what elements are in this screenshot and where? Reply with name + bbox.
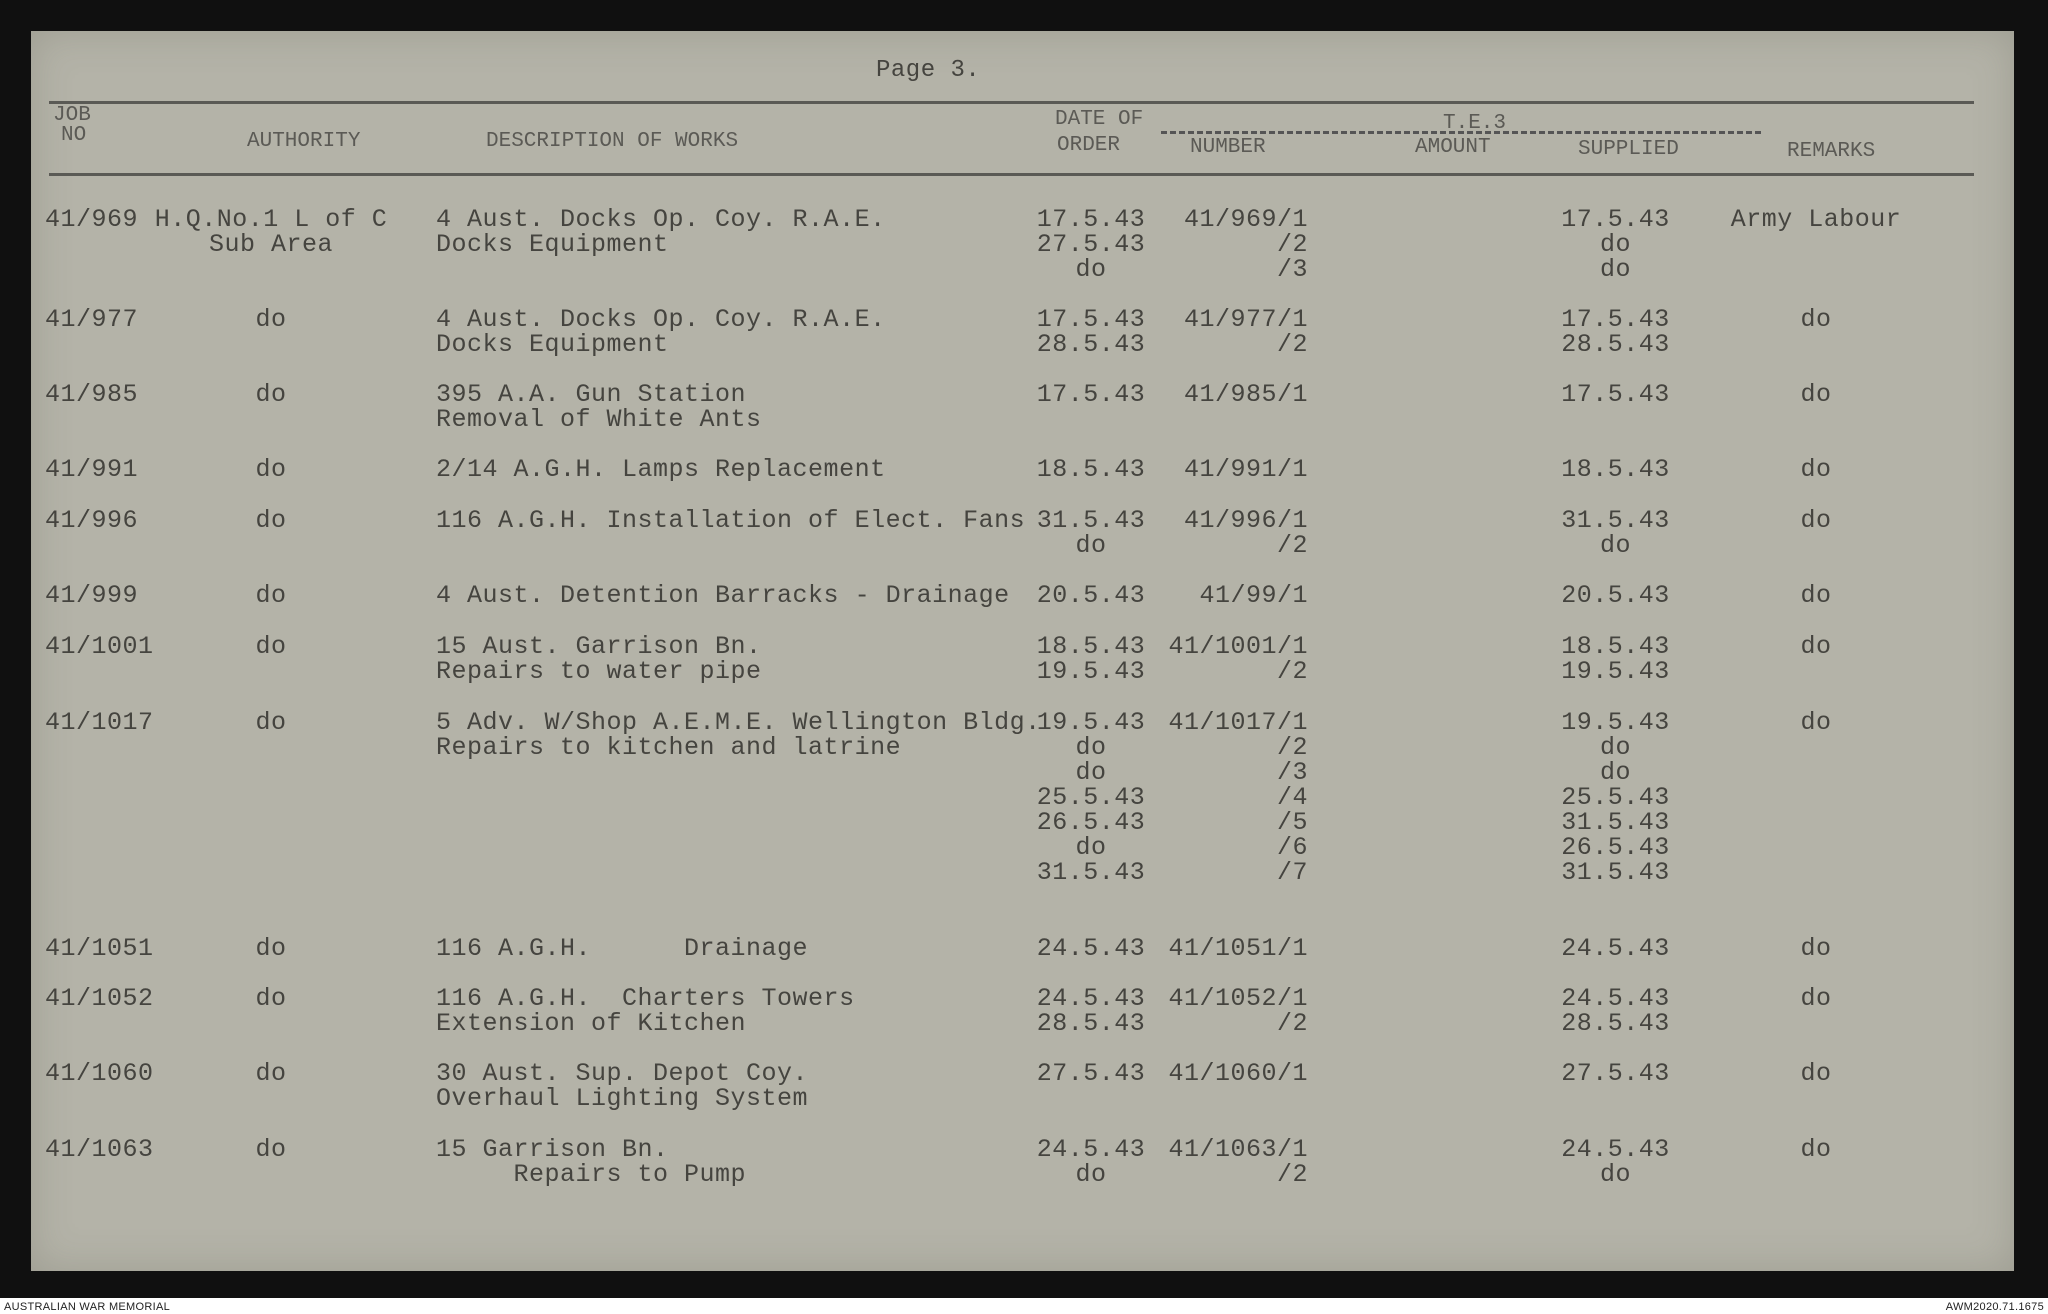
header-top-rule xyxy=(49,101,1974,104)
description-line: 116 A.G.H. Charters Towers xyxy=(436,984,855,1013)
remarks-line: do xyxy=(1800,1135,1832,1164)
dates-line: 27.5.43 xyxy=(1036,230,1146,259)
cell-supplied xyxy=(1553,986,1678,1036)
header-date-of-order-1: DATE OF xyxy=(1055,108,1144,131)
document-sheet xyxy=(31,31,2014,1271)
authority-line: do xyxy=(255,632,287,661)
remarks-line: do xyxy=(1800,708,1832,737)
supplied-line: do xyxy=(1599,1160,1631,1189)
description-line: Repairs to kitchen and latrine xyxy=(436,733,902,762)
remarks-line: do xyxy=(1800,934,1832,963)
cell-remarks xyxy=(1721,307,1911,332)
cell-description xyxy=(436,986,1056,1036)
numbers-line: /3 xyxy=(1276,758,1308,787)
job-line: 41/1051 xyxy=(45,934,154,963)
authority-line: H.Q.No.1 L of C xyxy=(154,205,388,234)
dates-line: 18.5.43 xyxy=(1036,632,1146,661)
remarks-line: do xyxy=(1800,1059,1832,1088)
cell-supplied xyxy=(1553,634,1678,684)
supplied-line: do xyxy=(1599,758,1631,787)
description-line: 116 A.G.H. Drainage xyxy=(436,934,809,963)
cell-remarks xyxy=(1721,457,1911,482)
numbers-line: /2 xyxy=(1276,657,1308,686)
dates-line: do xyxy=(1075,758,1107,787)
remarks-line: do xyxy=(1800,455,1832,484)
authority-line: do xyxy=(255,455,287,484)
numbers-line: 41/977/1 xyxy=(1183,305,1308,334)
dates-line: 24.5.43 xyxy=(1036,984,1146,1013)
cell-supplied xyxy=(1553,1137,1678,1187)
remarks-line: do xyxy=(1800,380,1832,409)
header-te-group: T.E.3 xyxy=(1443,112,1507,135)
supplied-line: 26.5.43 xyxy=(1561,833,1670,862)
dates-line: 26.5.43 xyxy=(1036,808,1146,837)
cell-authority xyxy=(151,583,391,608)
cell-authority xyxy=(151,1061,391,1086)
cell-description xyxy=(436,634,1056,684)
dates-line: do xyxy=(1075,1160,1107,1189)
cell-dates xyxy=(1031,382,1151,407)
supplied-line: 20.5.43 xyxy=(1561,581,1670,610)
authority-line: do xyxy=(255,506,287,535)
supplied-line: 27.5.43 xyxy=(1561,1059,1670,1088)
cell-numbers xyxy=(1163,1137,1308,1187)
cell-authority xyxy=(151,508,391,533)
cell-numbers xyxy=(1163,508,1308,558)
numbers-line: /3 xyxy=(1276,255,1308,284)
cell-authority xyxy=(151,936,391,961)
cell-description xyxy=(436,710,1056,760)
description-line: 30 Aust. Sup. Depot Coy. xyxy=(436,1059,809,1088)
dates-line: 25.5.43 xyxy=(1036,783,1146,812)
cell-numbers xyxy=(1163,583,1308,608)
description-line: 5 Adv. W/Shop A.E.M.E. Wellington Bldg. xyxy=(436,708,1041,737)
footer-left: AUSTRALIAN WAR MEMORIAL xyxy=(4,1301,171,1313)
authority-line: do xyxy=(255,1059,287,1088)
numbers-line: /2 xyxy=(1276,230,1308,259)
job-line: 41/969 xyxy=(45,205,139,234)
job-line: 41/1060 xyxy=(45,1059,154,1088)
dates-line: 24.5.43 xyxy=(1036,934,1146,963)
header-description: DESCRIPTION OF WORKS xyxy=(486,130,739,153)
description-line: 15 Garrison Bn. xyxy=(436,1135,669,1164)
supplied-line: 28.5.43 xyxy=(1561,1009,1670,1038)
cell-remarks xyxy=(1721,710,1911,735)
supplied-line: do xyxy=(1599,255,1631,284)
cell-remarks xyxy=(1721,1137,1911,1162)
supplied-line: 24.5.43 xyxy=(1561,984,1670,1013)
numbers-line: 41/99/1 xyxy=(1199,581,1308,610)
cell-dates xyxy=(1031,457,1151,482)
footer-right: AWM2020.71.1675 xyxy=(1945,1301,2044,1313)
cell-numbers xyxy=(1163,382,1308,407)
supplied-line: 19.5.43 xyxy=(1561,708,1670,737)
dates-line: 31.5.43 xyxy=(1036,506,1146,535)
cell-remarks xyxy=(1721,1061,1911,1086)
cell-authority xyxy=(151,207,391,257)
numbers-line: 41/1051/1 xyxy=(1168,934,1308,963)
remarks-line: do xyxy=(1800,305,1832,334)
supplied-line: 17.5.43 xyxy=(1561,380,1670,409)
job-line: 41/1052 xyxy=(45,984,154,1013)
header-job-no-1: JOB xyxy=(53,104,91,127)
cell-dates xyxy=(1031,936,1151,961)
remarks-line: do xyxy=(1800,581,1832,610)
numbers-line: 41/1063/1 xyxy=(1168,1135,1308,1164)
authority-line: do xyxy=(255,1135,287,1164)
job-line: 41/999 xyxy=(45,581,139,610)
job-line: 41/977 xyxy=(45,305,139,334)
description-line: Overhaul Lighting System xyxy=(436,1084,809,1113)
numbers-line: 41/1001/1 xyxy=(1168,632,1308,661)
cell-numbers xyxy=(1163,457,1308,482)
cell-description xyxy=(436,1061,1056,1111)
cell-numbers xyxy=(1163,1061,1308,1086)
dates-line: 31.5.43 xyxy=(1036,858,1146,887)
authority-line: do xyxy=(255,380,287,409)
supplied-line: 31.5.43 xyxy=(1561,506,1670,535)
numbers-line: /2 xyxy=(1276,1009,1308,1038)
numbers-line: /7 xyxy=(1276,858,1308,887)
supplied-line: 28.5.43 xyxy=(1561,330,1670,359)
supplied-line: do xyxy=(1599,531,1631,560)
numbers-line: /2 xyxy=(1276,330,1308,359)
cell-supplied xyxy=(1553,936,1678,961)
cell-authority xyxy=(151,382,391,407)
cell-description xyxy=(436,508,1056,533)
dates-line: 17.5.43 xyxy=(1036,205,1146,234)
job-line: 41/1001 xyxy=(45,632,154,661)
numbers-line: 41/1060/1 xyxy=(1168,1059,1308,1088)
supplied-line: 17.5.43 xyxy=(1561,305,1670,334)
authority-line: do xyxy=(255,984,287,1013)
cell-remarks xyxy=(1721,508,1911,533)
header-amount: AMOUNT xyxy=(1415,136,1491,159)
page-label: Page 3. xyxy=(876,57,981,84)
job-line: 41/1063 xyxy=(45,1135,154,1164)
header-authority: AUTHORITY xyxy=(247,130,361,153)
description-line: 4 Aust. Docks Op. Coy. R.A.E. xyxy=(436,205,886,234)
description-line: 116 A.G.H. Installation of Elect. Fans xyxy=(436,506,1026,535)
dates-line: do xyxy=(1075,733,1107,762)
header-date-of-order-2: ORDER xyxy=(1057,134,1121,157)
cell-dates xyxy=(1031,1137,1151,1187)
cell-supplied xyxy=(1553,1061,1678,1086)
remarks-line: Army Labour xyxy=(1730,205,1902,234)
cell-description xyxy=(436,207,1056,257)
dates-line: 19.5.43 xyxy=(1036,657,1146,686)
cell-supplied xyxy=(1553,382,1678,407)
cell-supplied xyxy=(1553,457,1678,482)
cell-remarks xyxy=(1721,634,1911,659)
cell-remarks xyxy=(1721,986,1911,1011)
cell-numbers xyxy=(1163,710,1308,885)
description-line: Extension of Kitchen xyxy=(436,1009,747,1038)
supplied-line: 31.5.43 xyxy=(1561,808,1670,837)
dates-line: 17.5.43 xyxy=(1036,305,1146,334)
job-line: 41/991 xyxy=(45,455,139,484)
cell-numbers xyxy=(1163,207,1308,282)
cell-dates xyxy=(1031,207,1151,282)
cell-supplied xyxy=(1553,710,1678,885)
cell-remarks xyxy=(1721,207,1911,232)
dates-line: 19.5.43 xyxy=(1036,708,1146,737)
dates-line: 20.5.43 xyxy=(1036,581,1146,610)
supplied-line: 31.5.43 xyxy=(1561,858,1670,887)
supplied-line: 18.5.43 xyxy=(1561,632,1670,661)
remarks-line: do xyxy=(1800,506,1832,535)
dates-line: do xyxy=(1075,833,1107,862)
header-number: NUMBER xyxy=(1190,136,1266,159)
description-line: Removal of White Ants xyxy=(436,405,762,434)
cell-dates xyxy=(1031,1061,1151,1086)
supplied-line: 18.5.43 xyxy=(1561,455,1670,484)
supplied-line: 24.5.43 xyxy=(1561,934,1670,963)
numbers-line: 41/996/1 xyxy=(1183,506,1308,535)
cell-dates xyxy=(1031,634,1151,684)
remarks-line: do xyxy=(1800,984,1832,1013)
description-line: Docks Equipment xyxy=(436,330,669,359)
cell-supplied xyxy=(1553,583,1678,608)
cell-supplied xyxy=(1553,508,1678,558)
supplied-line: 19.5.43 xyxy=(1561,657,1670,686)
header-remarks: REMARKS xyxy=(1787,140,1876,163)
description-line: 4 Aust. Docks Op. Coy. R.A.E. xyxy=(436,305,886,334)
numbers-line: 41/969/1 xyxy=(1183,205,1308,234)
numbers-line: 41/985/1 xyxy=(1183,380,1308,409)
cell-authority xyxy=(151,634,391,659)
dates-line: 24.5.43 xyxy=(1036,1135,1146,1164)
authority-line: Sub Area xyxy=(208,230,334,259)
dates-line: 28.5.43 xyxy=(1036,330,1146,359)
description-line: 4 Aust. Detention Barracks - Drainage xyxy=(436,581,1010,610)
cell-numbers xyxy=(1163,634,1308,684)
cell-authority xyxy=(151,1137,391,1162)
cell-numbers xyxy=(1163,307,1308,357)
header-bottom-rule xyxy=(49,173,1974,176)
cell-dates xyxy=(1031,508,1151,558)
dates-line: do xyxy=(1075,255,1107,284)
numbers-line: /2 xyxy=(1276,733,1308,762)
numbers-line: /2 xyxy=(1276,1160,1308,1189)
numbers-line: /4 xyxy=(1276,783,1308,812)
cell-dates xyxy=(1031,583,1151,608)
header-job-no-2: NO xyxy=(61,124,87,147)
description-line: Repairs to water pipe xyxy=(436,657,762,686)
cell-authority xyxy=(151,457,391,482)
cell-authority xyxy=(151,307,391,332)
authority-line: do xyxy=(255,934,287,963)
dates-line: do xyxy=(1075,531,1107,560)
job-line: 41/1017 xyxy=(45,708,154,737)
dates-line: 27.5.43 xyxy=(1036,1059,1146,1088)
cell-description xyxy=(436,936,1056,961)
cell-numbers xyxy=(1163,936,1308,961)
cell-remarks xyxy=(1721,382,1911,407)
numbers-line: 41/1052/1 xyxy=(1168,984,1308,1013)
cell-dates xyxy=(1031,307,1151,357)
numbers-line: /5 xyxy=(1276,808,1308,837)
cell-remarks xyxy=(1721,936,1911,961)
description-line: 2/14 A.G.H. Lamps Replacement xyxy=(436,455,886,484)
authority-line: do xyxy=(255,581,287,610)
numbers-line: 41/1017/1 xyxy=(1168,708,1308,737)
cell-dates xyxy=(1031,710,1151,885)
dates-line: 28.5.43 xyxy=(1036,1009,1146,1038)
description-line: 395 A.A. Gun Station xyxy=(436,380,747,409)
cell-authority xyxy=(151,710,391,735)
remarks-line: do xyxy=(1800,632,1832,661)
numbers-line: 41/991/1 xyxy=(1183,455,1308,484)
dates-line: 18.5.43 xyxy=(1036,455,1146,484)
cell-supplied xyxy=(1553,307,1678,357)
cell-dates xyxy=(1031,986,1151,1036)
cell-description xyxy=(436,307,1056,357)
description-line: Repairs to Pump xyxy=(436,1160,747,1189)
job-line: 41/985 xyxy=(45,380,139,409)
description-line: 15 Aust. Garrison Bn. xyxy=(436,632,762,661)
cell-description xyxy=(436,457,1056,482)
job-line: 41/996 xyxy=(45,506,139,535)
cell-supplied xyxy=(1553,207,1678,282)
header-supplied: SUPPLIED xyxy=(1578,138,1679,161)
authority-line: do xyxy=(255,708,287,737)
supplied-line: 24.5.43 xyxy=(1561,1135,1670,1164)
supplied-line: 17.5.43 xyxy=(1561,205,1670,234)
authority-line: do xyxy=(255,305,287,334)
supplied-line: do xyxy=(1599,230,1631,259)
description-line: Docks Equipment xyxy=(436,230,669,259)
cell-description xyxy=(436,1137,1056,1187)
cell-authority xyxy=(151,986,391,1011)
supplied-line: do xyxy=(1599,733,1631,762)
numbers-line: /2 xyxy=(1276,531,1308,560)
cell-description xyxy=(436,382,1056,432)
cell-remarks xyxy=(1721,583,1911,608)
numbers-line: /6 xyxy=(1276,833,1308,862)
dates-line: 17.5.43 xyxy=(1036,380,1146,409)
cell-description xyxy=(436,583,1056,608)
cell-numbers xyxy=(1163,986,1308,1036)
supplied-line: 25.5.43 xyxy=(1561,783,1670,812)
